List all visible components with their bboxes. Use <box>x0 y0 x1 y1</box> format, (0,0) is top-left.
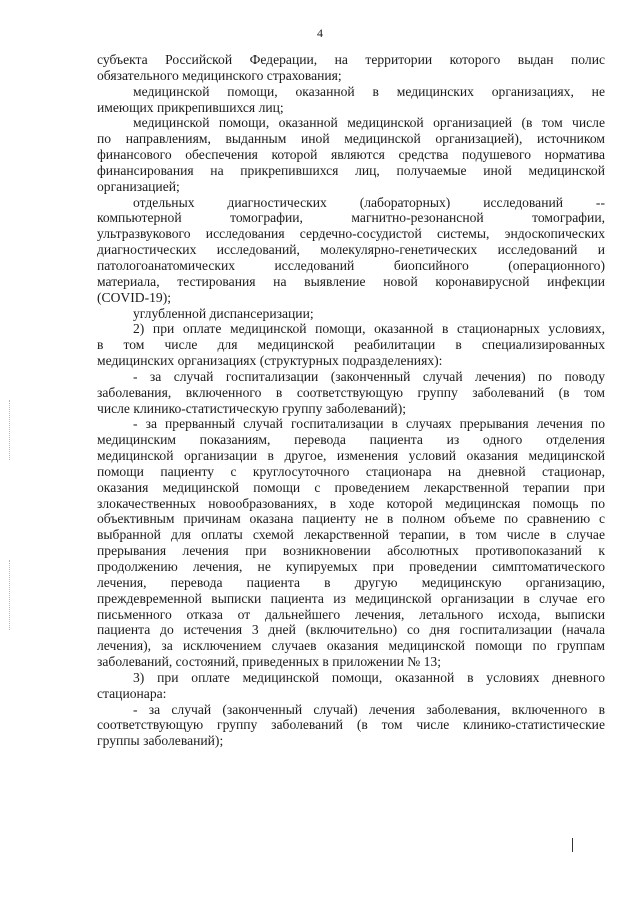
document-body <box>97 52 605 749</box>
paragraph <box>97 321 605 369</box>
text-line: финансового обеспечения которой являются средства подушевого норматива <box>97 147 605 163</box>
text-line: ультразвукового исследования сердечно-сосудистой системы, эндоскопических <box>97 226 605 242</box>
text-line: заболеваний, состояний, приведенных в приложении № 13; <box>97 654 442 670</box>
paragraph <box>97 195 605 306</box>
paragraph <box>97 84 605 116</box>
text-line: - за случай (законченный случай) лечения заболевания, включенного в <box>133 701 605 717</box>
text-line: медицинской помощи, оказанной медицинской организацией (в том числе <box>133 115 605 131</box>
text-line: медицинских организациях (структурных подразделениях): <box>97 353 443 369</box>
margin-scan-dots <box>9 560 12 630</box>
text-line: организацией; <box>97 178 180 194</box>
paragraph <box>97 369 605 417</box>
text-line: - за случай госпитализации (законченный случай лечения) по поводу <box>133 368 605 384</box>
text-line: финансирования на прикрепившихся лиц, получаемые иной медицинской <box>97 162 605 178</box>
text-line: прерывания лечения при возникновении абсолютных противопоказаний к <box>97 543 605 559</box>
text-line: объективным причинам оказана пациенту не в полном объеме по сравнению с <box>97 511 605 527</box>
text-line: помощи пациенту с круглосуточного стационара на дневной стационар, <box>97 463 605 479</box>
text-line: медицинской организации в другое, изменения условий оказания медицинской <box>97 448 605 464</box>
text-line: материала, тестирования на выявление новой коронавирусной инфекции <box>97 273 605 289</box>
text-line: выбранной для оплаты схемой лекарственной терапии, в том числе в случае <box>97 527 605 543</box>
paragraph <box>97 115 605 194</box>
text-line: - за прерванный случай госпитализации в случаях прерывания лечения по <box>133 416 605 432</box>
text-line: оказания медицинской помощи с проведением лекарственной терапии при <box>97 479 605 495</box>
paragraph <box>97 52 605 84</box>
text-line: 3) при оплате медицинской помощи, оказанной в условиях дневного <box>133 669 605 685</box>
text-line: медицинской помощи, оказанной в медицинских организациях, не <box>133 83 605 99</box>
paragraph <box>97 670 605 702</box>
text-line: компьютерной томографии, магнитно-резонансной томографии, <box>97 210 605 226</box>
text-line: лечения, перевода пациента в другую медицинскую организацию, <box>97 574 605 590</box>
text-line: стационара: <box>97 685 167 701</box>
text-line: группы заболеваний); <box>97 733 224 749</box>
text-line: письменного отказа от дальнейшего лечения, летального исхода, выписки <box>97 606 605 622</box>
text-line: 2) при оплате медицинской помощи, оказанной в стационарных условиях, <box>133 321 605 337</box>
text-line: лечения), за исключением случаев оказания медицинской помощи по группам <box>97 638 605 654</box>
text-line: (COVID-19); <box>97 289 171 305</box>
paragraph <box>97 306 605 322</box>
text-line: патологоанатомических исследований биопсийного (операционного) <box>97 257 605 273</box>
text-line: числе клинико-статистическую группу заболеваний); <box>97 400 406 416</box>
margin-scan-dots <box>9 400 12 460</box>
text-line: обязательного медицинского страхования; <box>97 67 342 83</box>
text-line: по направлениям, выданным иной медицинской организацией), источником <box>97 131 605 147</box>
text-line: злокачественных новообразованиях, в ходе которой медицинская помощь по <box>97 495 605 511</box>
text-line: продолжению лечения, не купируемых при проведении симптоматического <box>97 559 605 574</box>
text-line: имеющих прикрепившихся лиц; <box>97 99 284 115</box>
text-line: соответствующую группу заболеваний (в том числе клинико-статистические <box>97 717 605 733</box>
scan-mark <box>572 838 573 852</box>
text-line: отдельных диагностических (лабораторных) исследований -- <box>133 194 605 210</box>
text-line: углубленной диспансеризации; <box>133 305 314 321</box>
page-number: 4 <box>317 26 323 40</box>
text-line: преждевременной выписки пациента из медицинской организации в случае его <box>97 590 605 606</box>
text-line: в том числе для медицинской реабилитации в специализированных <box>97 337 605 353</box>
text-line: пациента до истечения 3 дней (включительно) со дня госпитализации (начала <box>97 622 605 638</box>
text-line: диагностических исследований, молекулярно-генетических исследований и <box>97 242 605 258</box>
paragraph <box>97 702 605 750</box>
paragraph <box>97 416 605 670</box>
text-line: субъекта Российской Федерации, на территории которого выдан полис <box>97 52 605 67</box>
text-line: медицинским показаниям, перевода пациента из одного отделения <box>97 432 605 448</box>
text-line: заболевания, включенного в соответствующую группу заболеваний (в том <box>97 384 605 400</box>
